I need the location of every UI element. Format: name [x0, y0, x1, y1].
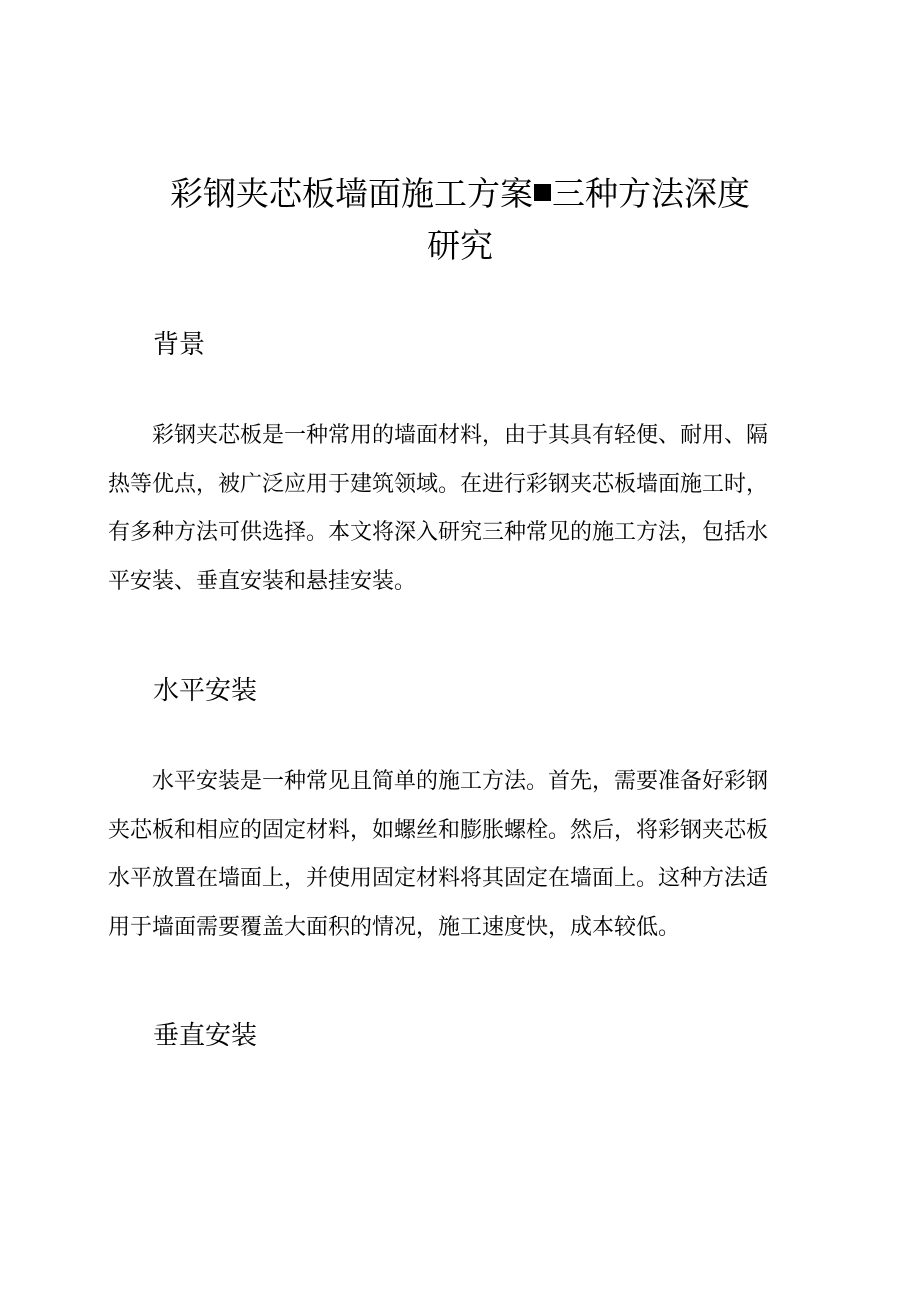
section-heading-background: 背景	[153, 330, 206, 360]
paragraph-line: 水平放置在墙面上，并使用固定材料将其固定在墙面上。这种方法适	[108, 866, 769, 891]
title-separator-square-icon	[534, 184, 551, 201]
paragraph-line: 有多种方法可供选择。本文将深入研究三种常见的施工方法，包括水	[108, 520, 769, 545]
paragraph-line: 彩钢夹芯板是一种常用的墙面材料，由于其具有轻便、耐用、隔	[152, 423, 769, 448]
title-line-2: 研究	[427, 226, 493, 265]
title-line-1	[110, 168, 810, 220]
title-text-part1: 彩钢夹芯板墙面施工方案	[170, 174, 533, 213]
paragraph-horizontal-install	[108, 758, 810, 952]
title-text-part2: 三种方法深度	[552, 174, 750, 213]
section-heading-horizontal-install: 水平安装	[153, 676, 258, 706]
paragraph-line: 夹芯板和相应的固定材料，如螺丝和膨胀螺栓。然后，将彩钢夹芯板	[108, 817, 769, 843]
paragraph-background	[108, 412, 810, 606]
paragraph-line: 平安装、垂直安装和悬挂安装。	[108, 568, 417, 594]
document-title	[110, 168, 810, 272]
paragraph-line: 水平安装是一种常见且简单的施工方法。首先，需要准备好彩钢	[152, 769, 769, 794]
section-heading-vertical-install: 垂直安装	[153, 1021, 258, 1051]
paragraph-line: 用于墙面需要覆盖大面积的情况，施工速度快，成本较低。	[108, 914, 681, 940]
paragraph-line: 热等优点，被广泛应用于建筑领域。在进行彩钢夹芯板墙面施工时，	[108, 471, 769, 497]
